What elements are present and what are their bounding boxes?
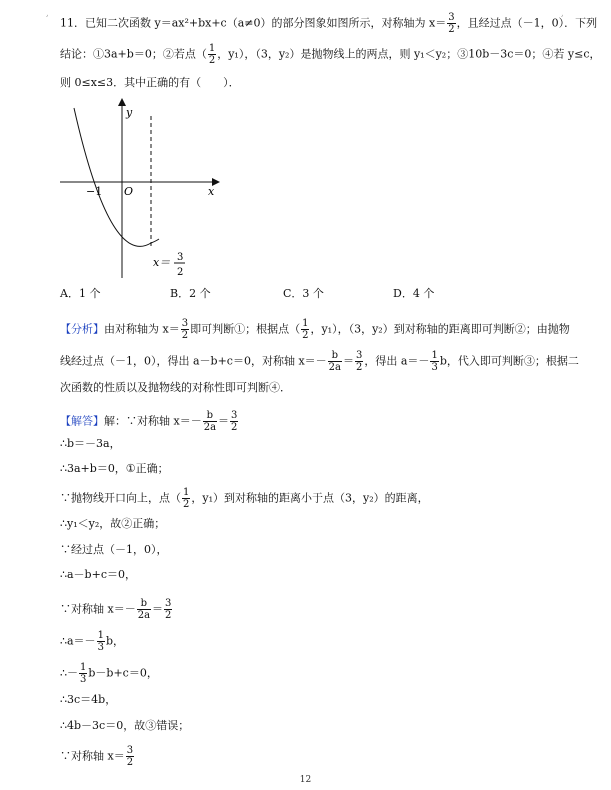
solution-line-2: ∴b＝－3a， [60, 437, 121, 450]
parabola-graph [60, 98, 230, 283]
origin-label: O [124, 185, 134, 198]
solution-line-9: ∴a＝－ $\frac{1}{3}$ b， [60, 630, 124, 653]
solution-line-8: ∵对称轴 x＝－ $\frac{b}{2a}$ ＝ $\frac{3}{2}$ [60, 598, 172, 621]
analysis-tag: 【分析】 [60, 322, 104, 336]
solution-tag: 【解答】 [60, 414, 104, 428]
parabola-curve [74, 108, 159, 246]
solution-line-1: 【解答】解：∵对称轴 x＝－ $\frac{b}{2a}$ ＝ $\frac{3}{2}$ [60, 410, 238, 433]
option-c[interactable]: C．3 个 [283, 287, 324, 300]
fraction-1-2: $\frac{1}{2}$ [208, 43, 216, 66]
option-d[interactable]: D．4 个 [393, 287, 435, 300]
question-line-1: 11．已知二次函数 y＝ax²+bx+c（a≠0）的部分图象如图所示，对称轴为 x＝ $\frac{3}{2}$ ，且经过点（－1，0）．下列 [60, 12, 598, 35]
solution-line-4: ∵抛物线开口向上，点（ $\frac{1}{2}$ ，y₁）到对称轴的距离小于点（3，y₂）的距离， [60, 487, 429, 510]
symmetry-label: x＝ [153, 256, 171, 269]
tick-minus-1: −1 [86, 185, 103, 198]
solution-line-6: ∵经过点（－1，0）， [60, 543, 168, 556]
corner-mark: ¸ [45, 8, 49, 17]
corner-mark: ¸ [560, 8, 564, 17]
analysis-line-1: 【分析】由对称轴为 x＝ $\frac{3}{2}$ 即可判断①；根据点（ $\frac{1}{2}$ ，y₁），（3，y₂）到对称轴的距离即可判断②；由抛物 [60, 318, 570, 341]
y-axis-arrow [118, 98, 126, 106]
solution-line-12: ∴4b－3c＝0，故③错误； [60, 719, 190, 732]
x-axis-label: x [208, 185, 215, 198]
option-b[interactable]: B．2 个 [170, 287, 211, 300]
y-axis-label: y [126, 106, 133, 119]
question-line-2: 结论：①3a+b＝0；②若点（ $\frac{1}{2}$ ，y₁），（3，y₂）是抛物线上的两点，则 y₁＜y₂；③10b－3c＝0；④若 y≤c， [60, 43, 601, 66]
solution-line-7: ∴a－b+c＝0， [60, 568, 136, 581]
solution-line-13: ∵对称轴 x＝ $\frac{3}{2}$ [60, 745, 134, 768]
solution-line-11: ∴3c＝4b， [60, 693, 117, 706]
symmetry-frac-num: 3 [177, 252, 184, 263]
question-line-3: 则 0≤x≤3．其中正确的有（ ）． [60, 76, 240, 89]
analysis-line-3: 次函数的性质以及抛物线的对称性即可判断④． [60, 381, 291, 394]
option-a[interactable]: A．1 个 [60, 287, 101, 300]
solution-line-10: ∴－ $\frac{1}{3}$ b－b+c＝0， [60, 662, 158, 685]
fraction-3-2: $\frac{3}{2}$ [448, 12, 455, 35]
solution-line-3: ∴3a+b＝0，①正确； [60, 462, 169, 475]
page-number: 12 [299, 775, 312, 785]
solution-line-5: ∴y₁＜y₂，故②正确； [60, 517, 166, 530]
analysis-line-2: 线经过点（－1，0），得出 a－b+c＝0，对称轴 x＝－ $\frac{b}{2a}$ ＝ $\frac{3}{2}$ ，得出 a＝－ $\frac{1}{3}$ b，代入即可判断③；根据二 [60, 350, 579, 373]
symmetry-frac-den: 2 [177, 267, 184, 278]
